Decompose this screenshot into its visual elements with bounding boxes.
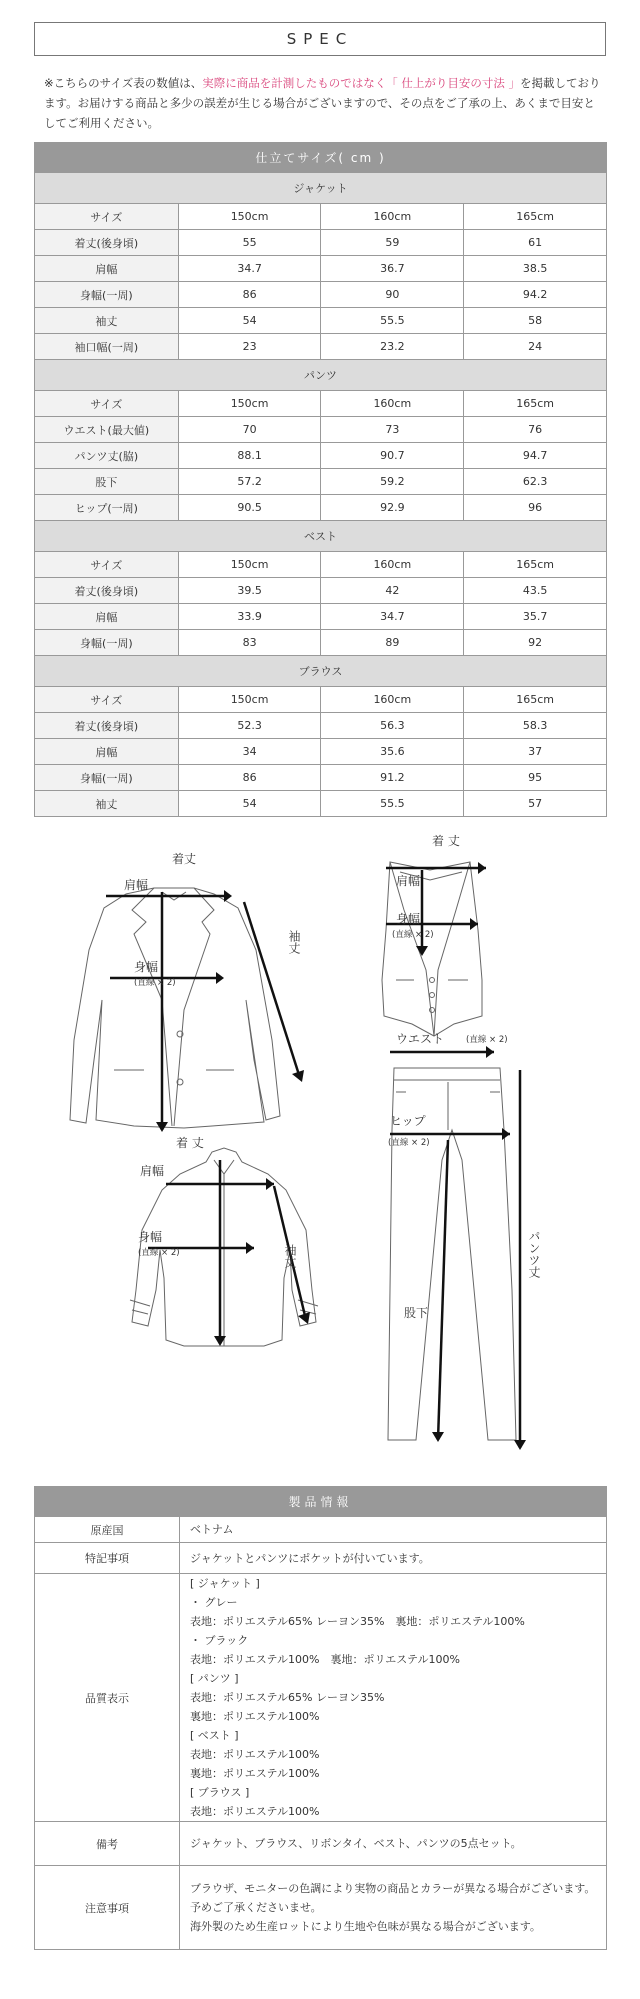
measure-value: 38.5 [464, 256, 607, 282]
garment-illustrations [34, 830, 607, 1470]
measure-value: 54 [178, 791, 321, 817]
measure-value: 42 [321, 578, 464, 604]
measure-value: 33.9 [178, 604, 321, 630]
pants-waist-label: ウエスト [396, 1032, 445, 1046]
size-header-cell: 165cm [464, 204, 607, 230]
section-title: ベスト [35, 521, 607, 552]
product-info-table [34, 1486, 607, 1950]
table-row [35, 308, 607, 334]
measure-value: 89 [321, 630, 464, 656]
jacket-chest-note: (直線 × 2) [134, 978, 176, 988]
pants-length-label: パンツ丈 [527, 1230, 541, 1278]
size-header-row [35, 687, 607, 713]
vest-chest-label: 身幅 [396, 912, 421, 926]
measure-value: 39.5 [178, 578, 321, 604]
measure-label: 肩幅 [35, 256, 179, 282]
section-title: ブラウス [35, 656, 607, 687]
table-row [35, 739, 607, 765]
size-header-cell: 150cm [178, 391, 321, 417]
info-line: [ パンツ ] [190, 1672, 239, 1685]
info-line: ・ ブラック [190, 1634, 249, 1647]
size-header-cell: 165cm [464, 391, 607, 417]
info-line: [ ジャケット ] [190, 1577, 260, 1590]
table-row [35, 578, 607, 604]
info-row [35, 1517, 607, 1543]
measure-value: 59 [321, 230, 464, 256]
measure-value: 34 [178, 739, 321, 765]
measure-value: 35.7 [464, 604, 607, 630]
measure-label: ヒップ(一周) [35, 495, 179, 521]
size-header-cell: 150cm [178, 204, 321, 230]
measure-value: 90.7 [321, 443, 464, 469]
measure-label: 股下 [35, 469, 179, 495]
notice-text-1: ※こちらのサイズ表の数値は、 [44, 76, 203, 90]
jacket-length-label: 着丈 [172, 852, 197, 866]
measure-value: 73 [321, 417, 464, 443]
info-value [180, 1517, 607, 1543]
info-label: 注意事項 [35, 1866, 180, 1950]
measure-label: 袖口幅(一周) [35, 334, 179, 360]
page-title: SPEC [34, 22, 606, 56]
info-row [35, 1822, 607, 1866]
section-header-row [35, 173, 607, 204]
measure-value: 43.5 [464, 578, 607, 604]
blouse-chest-note: (直線 × 2) [138, 1248, 180, 1258]
table-row [35, 417, 607, 443]
measure-value: 34.7 [178, 256, 321, 282]
measure-value: 86 [178, 765, 321, 791]
measure-label: 肩幅 [35, 739, 179, 765]
measure-label: 肩幅 [35, 604, 179, 630]
notice-text-2: を掲載しております。お届けする商品と多少の誤差が生じる場合がございますので、その点をご了承の上、あくまで目安としてご利用ください。 [44, 76, 601, 130]
measure-value: 23.2 [321, 334, 464, 360]
size-notice [44, 73, 604, 133]
table-row [35, 495, 607, 521]
size-header-cell: 165cm [464, 687, 607, 713]
blouse-sleeve-label: 袖丈 [283, 1244, 297, 1268]
table-row [35, 791, 607, 817]
info-line: ブラウザ、モニターの色調により実物の商品とカラーが異なる場合がございます。 [190, 1882, 596, 1895]
measure-label: 袖丈 [35, 308, 179, 334]
blouse-length-label: 着 丈 [176, 1136, 204, 1150]
pants-hip-note: (直線 × 2) [388, 1138, 430, 1148]
info-line: 表地：ポリエステル100% 裏地：ポリエステル100% [190, 1653, 460, 1666]
measure-value: 90.5 [178, 495, 321, 521]
size-header-cell: 160cm [321, 391, 464, 417]
blouse-shoulder-label: 肩幅 [140, 1164, 165, 1178]
info-line: [ ブラウス ] [190, 1786, 250, 1799]
table-row [35, 469, 607, 495]
info-line: 裏地：ポリエステル100% [190, 1710, 320, 1723]
size-header-row [35, 552, 607, 578]
size-header-row [35, 391, 607, 417]
measure-value: 24 [464, 334, 607, 360]
measure-value: 96 [464, 495, 607, 521]
measure-label: 袖丈 [35, 791, 179, 817]
vest-length-label: 着 丈 [432, 834, 460, 848]
measure-value: 92.9 [321, 495, 464, 521]
measure-value: 55.5 [321, 791, 464, 817]
measure-value: 91.2 [321, 765, 464, 791]
info-line: 表地：ポリエステル100% [190, 1748, 320, 1761]
vest-chest-note: (直線 × 2) [392, 930, 434, 940]
table-row [35, 630, 607, 656]
section-title: ジャケット [35, 173, 607, 204]
measure-label: 着丈(後身頃) [35, 230, 179, 256]
table-row [35, 443, 607, 469]
measure-value: 57.2 [178, 469, 321, 495]
table-row [35, 604, 607, 630]
info-line: 表地：ポリエステル100% [190, 1805, 320, 1818]
product-info-title: 製品情報 [35, 1487, 607, 1517]
measure-value: 52.3 [178, 713, 321, 739]
info-value [180, 1866, 607, 1950]
size-header-cell: 150cm [178, 552, 321, 578]
info-value [180, 1822, 607, 1866]
info-value [180, 1574, 607, 1822]
size-header-cell: 150cm [178, 687, 321, 713]
info-row [35, 1574, 607, 1822]
measure-value: 70 [178, 417, 321, 443]
size-table-title: 仕立てサイズ( cm ) [35, 143, 607, 173]
info-line: ・ グレー [190, 1596, 238, 1609]
info-label: 原産国 [35, 1517, 180, 1543]
jacket-chest-label: 身幅 [134, 960, 159, 974]
product-info-title-row [35, 1487, 607, 1517]
info-line: 表地：ポリエステル65% レーヨン35% [190, 1691, 385, 1704]
info-line: 裏地：ポリエステル100% [190, 1767, 320, 1780]
measure-value: 59.2 [321, 469, 464, 495]
info-line: 表地：ポリエステル65% レーヨン35% 裏地：ポリエステル100% [190, 1615, 525, 1628]
info-value [180, 1543, 607, 1574]
size-header-row [35, 204, 607, 230]
measure-value: 55 [178, 230, 321, 256]
measure-label: 身幅(一周) [35, 282, 179, 308]
info-row [35, 1543, 607, 1574]
measure-value: 58 [464, 308, 607, 334]
size-header-cell: 165cm [464, 552, 607, 578]
jacket-sleeve-label: 袖丈 [287, 930, 301, 954]
size-header-cell: 160cm [321, 204, 464, 230]
measure-value: 90 [321, 282, 464, 308]
measure-value: 58.3 [464, 713, 607, 739]
table-row [35, 713, 607, 739]
size-header-cell: 160cm [321, 552, 464, 578]
size-table-title-row [35, 143, 607, 173]
measure-value: 57 [464, 791, 607, 817]
info-line: 海外製のため生産ロットにより生地や色味が異なる場合がございます。 [190, 1920, 541, 1933]
pants-hip-label: ヒップ [390, 1114, 426, 1128]
size-header-label: サイズ [35, 391, 179, 417]
measure-label: パンツ丈(脇) [35, 443, 179, 469]
info-line: ジャケットとパンツにポケットが付いています。 [190, 1551, 430, 1565]
measure-label: 身幅(一周) [35, 765, 179, 791]
table-row [35, 256, 607, 282]
section-title: パンツ [35, 360, 607, 391]
size-header-label: サイズ [35, 204, 179, 230]
info-line: ベトナム [190, 1523, 234, 1536]
measure-label: 身幅(一周) [35, 630, 179, 656]
table-row [35, 334, 607, 360]
vest-shoulder-label: 肩幅 [396, 874, 421, 888]
size-header-label: サイズ [35, 552, 179, 578]
measure-value: 62.3 [464, 469, 607, 495]
measure-label: 着丈(後身頃) [35, 713, 179, 739]
measure-value: 61 [464, 230, 607, 256]
measure-label: ウエスト(最大値) [35, 417, 179, 443]
measure-value: 95 [464, 765, 607, 791]
measure-label: 着丈(後身頃) [35, 578, 179, 604]
info-label: 備考 [35, 1822, 180, 1866]
size-table [34, 142, 607, 817]
blouse-chest-label: 身幅 [138, 1230, 163, 1244]
measure-value: 54 [178, 308, 321, 334]
pants-arrows [390, 1046, 526, 1450]
measurement-diagrams [34, 830, 607, 1470]
section-header-row [35, 656, 607, 687]
measure-value: 35.6 [321, 739, 464, 765]
size-header-cell: 160cm [321, 687, 464, 713]
measure-value: 86 [178, 282, 321, 308]
size-header-label: サイズ [35, 687, 179, 713]
measure-value: 23 [178, 334, 321, 360]
measure-value: 55.5 [321, 308, 464, 334]
info-line: [ ベスト ] [190, 1729, 239, 1742]
measure-value: 34.7 [321, 604, 464, 630]
jacket-shoulder-label: 肩幅 [124, 878, 149, 892]
pants-waist-note: (直線 × 2) [466, 1035, 508, 1045]
info-row [35, 1866, 607, 1950]
measure-value: 94.7 [464, 443, 607, 469]
pants-inseam-label: 股下 [404, 1306, 429, 1320]
jacket-illustration [70, 888, 280, 1128]
notice-highlight: 実際に商品を計測したものではなく「 仕上がり目安の寸法 」 [202, 76, 521, 90]
measure-value: 83 [178, 630, 321, 656]
info-label: 特記事項 [35, 1543, 180, 1574]
info-label: 品質表示 [35, 1574, 180, 1822]
measure-value: 37 [464, 739, 607, 765]
measure-value: 92 [464, 630, 607, 656]
section-header-row [35, 360, 607, 391]
measure-value: 76 [464, 417, 607, 443]
measure-value: 94.2 [464, 282, 607, 308]
info-line: 予めご了承くださいませ。 [190, 1901, 322, 1914]
table-row [35, 230, 607, 256]
section-header-row [35, 521, 607, 552]
info-line: ジャケット、ブラウス、リボンタイ、ベスト、パンツの5点セット。 [190, 1837, 522, 1850]
measure-value: 56.3 [321, 713, 464, 739]
measure-value: 88.1 [178, 443, 321, 469]
table-row [35, 765, 607, 791]
measure-value: 36.7 [321, 256, 464, 282]
table-row [35, 282, 607, 308]
